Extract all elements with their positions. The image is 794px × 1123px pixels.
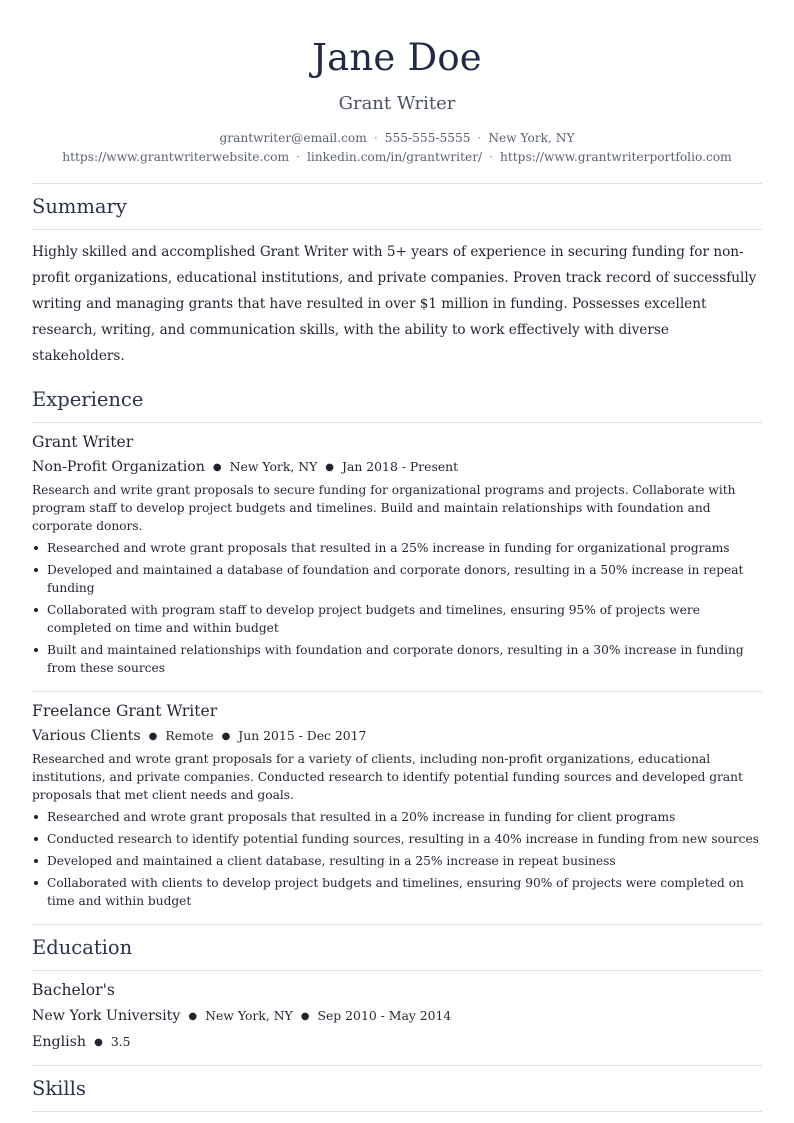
job-meta	[32, 457, 762, 478]
contact-separator: ·	[296, 150, 300, 164]
location: New York, NY	[488, 131, 575, 145]
bullet-separator: ●	[212, 462, 222, 473]
job-description: Research and write grant proposals to secure funding for organizational programs and projects. Collaborate with program staff to develop project budgets and timelines. Build and maintain relationships with foundation and corporate donors.	[32, 483, 736, 533]
field-of-study: English	[32, 1034, 87, 1050]
job-dates: Jan 2018 - Present	[342, 459, 459, 474]
job-title: Freelance Grant Writer	[32, 702, 218, 720]
education-entry	[32, 971, 762, 1065]
achievement-item: Developed and maintained a database of foundation and corporate donors, resulting in a 50% increase in repeat funding	[32, 561, 762, 597]
resume-header	[32, 34, 762, 167]
portfolio-link[interactable]: https://www.grantwriterportfolio.com	[500, 150, 732, 164]
achievement-item: Researched and wrote grant proposals that resulted in a 25% increase in funding for organizational programs	[32, 539, 762, 557]
job-organization: Various Clients	[32, 728, 141, 744]
job-title: Grant Writer	[32, 433, 134, 451]
job-dates: Jun 2015 - Dec 2017	[238, 728, 367, 743]
achievement-item: Collaborated with clients to develop project budgets and timelines, ensuring 90% of projects were completed on time and within budget	[32, 874, 762, 910]
job-location: New York, NY	[229, 459, 318, 474]
bullet-separator: ●	[188, 1011, 198, 1022]
achievement-item: Developed and maintained a client database, resulting in a 25% increase in repeat business	[32, 852, 762, 870]
education-details	[32, 1032, 762, 1053]
skills-heading: Skills	[32, 1077, 86, 1100]
bullet-separator: ●	[325, 462, 335, 473]
bullet-separator: ●	[148, 731, 158, 742]
job-description: Researched and wrote grant proposals for a variety of clients, including non-profit organizations, educational institutions, and private companies. Conducted research to identify potential funding sources and developed grant proposals that met client needs and goals.	[32, 752, 743, 802]
experience-heading: Experience	[32, 388, 144, 411]
job-entry	[32, 692, 762, 924]
degree: Bachelor's	[32, 981, 115, 999]
linkedin-link[interactable]: linkedin.com/in/grantwriter/	[306, 150, 483, 164]
gpa: 3.5	[110, 1034, 131, 1049]
email-link[interactable]: grantwriter@email.com	[219, 131, 367, 145]
phone-number: 555-555-5555	[384, 131, 471, 145]
school-location: New York, NY	[205, 1008, 293, 1023]
resume-page	[32, 0, 762, 1112]
summary-heading: Summary	[32, 195, 127, 218]
bullet-separator: ●	[300, 1011, 310, 1022]
school-name: New York University	[32, 1008, 181, 1024]
contact-separator: ·	[373, 131, 378, 145]
education-meta	[32, 1006, 762, 1027]
job-entry	[32, 423, 762, 691]
achievement-item: Researched and wrote grant proposals that resulted in a 20% increase in funding for client programs	[32, 808, 762, 826]
contact-separator: ·	[489, 150, 493, 164]
achievement-item: Conducted research to identify potential funding sources, resulting in a 40% increase in funding from new sources	[32, 830, 762, 848]
job-achievements	[32, 539, 762, 677]
job-location: Remote	[165, 728, 214, 743]
divider	[32, 1111, 762, 1112]
candidate-title: Grant Writer	[338, 93, 456, 114]
website-link[interactable]: https://www.grantwriterwebsite.com	[62, 150, 290, 164]
achievement-item: Built and maintained relationships with foundation and corporate donors, resulting in a 30% increase in funding from these sources	[32, 641, 762, 677]
job-achievements	[32, 808, 762, 910]
achievement-item: Collaborated with program staff to develop project budgets and timelines, ensuring 95% of projects were completed on time and within budget	[32, 601, 762, 637]
candidate-name: Jane Doe	[312, 36, 482, 79]
contact-line-1	[32, 129, 762, 148]
bullet-separator: ●	[221, 731, 231, 742]
contact-line-2	[32, 148, 762, 167]
contact-separator: ·	[477, 131, 482, 145]
summary-text: Highly skilled and accomplished Grant Writer with 5+ years of experience in securing funding for non-profit organizations, educational institutions, and private companies. Proven track record of successfully writing and managing grants that have resulted in over $1 million in funding. Possesses excellent research, writing, and communication skills, with the ability to work effectively with diverse stakeholders.	[32, 244, 757, 364]
education-heading: Education	[32, 936, 133, 959]
job-meta	[32, 726, 762, 747]
bullet-separator: ●	[94, 1037, 103, 1048]
job-organization: Non-Profit Organization	[32, 459, 205, 475]
education-dates: Sep 2010 - May 2014	[317, 1008, 452, 1023]
